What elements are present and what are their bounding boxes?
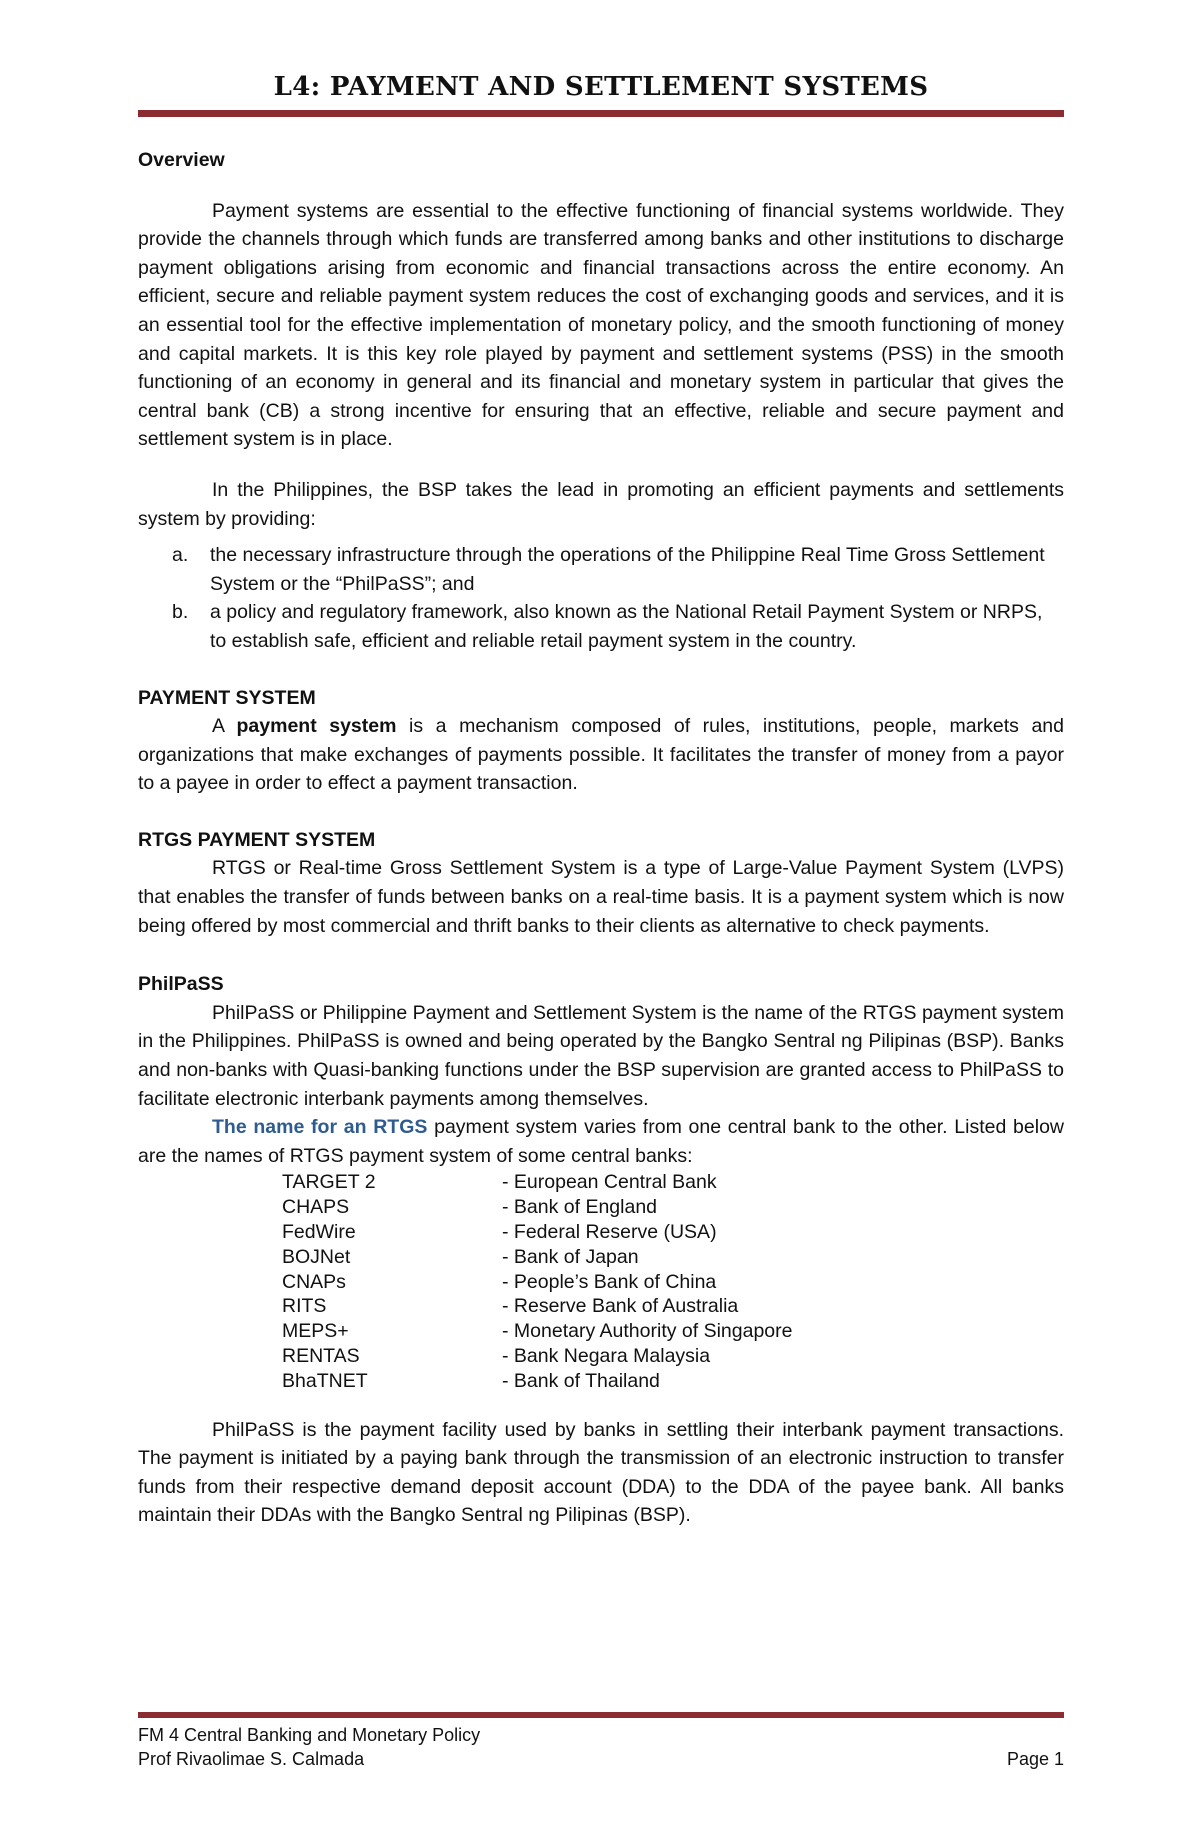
payment-system-paragraph — [138, 712, 1064, 798]
central-bank-name: - Bank of Japan — [502, 1245, 639, 1268]
system-name: TARGET 2 — [282, 1171, 376, 1194]
system-name: CHAPS — [282, 1196, 350, 1219]
system-name: BhaTNET — [282, 1369, 368, 1392]
footer-course: FM 4 Central Banking and Monetary Policy — [138, 1725, 481, 1745]
table-row — [282, 1245, 793, 1270]
list-item — [138, 598, 1064, 655]
payment-system-definition: is a mechanism composed of rules, institutions, people, markets and organizations that make exchanges of payments possible. It facilitates the transfer of money from a payor to a payee in order to effect a payment transaction. — [138, 715, 1064, 795]
system-name: FedWire — [282, 1221, 356, 1243]
central-bank-name: - Bank Negara Malaysia — [502, 1344, 711, 1367]
table-row — [282, 1344, 793, 1369]
page-footer — [138, 1723, 1064, 1771]
rtgs-names-paragraph — [138, 1113, 1064, 1170]
philpass-heading: PhilPaSS — [138, 973, 224, 996]
philpass-paragraph-1: PhilPaSS or Philippine Payment and Settlement System is the name of the RTGS payment system in the Philippines. PhilPaSS is owned and being operated by the Bangko Sentral ng Pilipinas (BSP). Banks and non-banks with Quasi-banking functions under the BSP supervision are granted access to PhilPaSS to facilitate electronic interbank payments among themselves. — [138, 1001, 1064, 1110]
footer-author: Prof Rivaolimae S. Calmada — [138, 1749, 365, 1769]
overview-paragraph-1: Payment systems are essential to the effective functioning of financial systems worldwide. They provide the channels through which funds are transferred among banks and other institutions to discharge payment obligations arising from economic and financial transactions across the entire economy. An efficient, secure and reliable payment system reduces the cost of exchanging goods and services, and it is an essential tool for the effective implementation of monetary policy, and the smooth functioning of money and capital markets. It is this key role played by payment and settlement systems (PSS) in the smooth functioning of an economy in general and its financial and monetary system in particular that gives the central bank (CB) a strong incentive for ensuring that an effective, reliable and secure payment and settlement system is in place. — [138, 199, 1064, 451]
payment-system-term: payment system — [236, 715, 397, 738]
list-item-text: the necessary infrastructure through the operations of the Philippine Real Time Gross Settlement System or the “PhilPaSS”; and — [210, 544, 1045, 595]
system-name: BOJNet — [282, 1245, 351, 1268]
list-item-text: a policy and regulatory framework, also known as the National Retail Payment System or NRPS, to establish safe, efficient and reliable retail payment system in the country. — [210, 601, 1043, 652]
header-rule — [138, 110, 1064, 117]
table-row — [282, 1369, 793, 1394]
table-row — [282, 1294, 793, 1319]
list-marker: b. — [172, 601, 189, 624]
central-bank-name: - Reserve Bank of Australia — [502, 1295, 739, 1318]
central-bank-name: - Federal Reserve (USA) — [502, 1221, 717, 1243]
payment-system-lead: A — [212, 715, 224, 738]
table-row — [282, 1170, 793, 1195]
philpass-paragraph-2: PhilPaSS is the payment facility used by banks in settling their interbank payment transactions. The payment is initiated by a paying bank through the transmission of an electronic instruction to transfer funds from their respective demand deposit account (DDA) to the DDA of the payee bank. All banks maintain their DDAs with the Bangko Sentral ng Pilipinas (BSP). — [138, 1418, 1064, 1527]
central-bank-name: - Monetary Authority of Singapore — [502, 1320, 793, 1343]
footer-rule — [138, 1712, 1064, 1718]
table-row — [282, 1270, 793, 1295]
list-item — [138, 541, 1064, 598]
table-row — [282, 1220, 793, 1245]
system-name: RENTAS — [282, 1344, 360, 1367]
rtgs-names-text: payment system varies from one central bank to the other. Listed below are the names of RTGS payment system of some central banks: — [138, 1116, 1065, 1167]
page-number: Page 1 — [1006, 1749, 1064, 1769]
central-bank-name: - People’s Bank of China — [502, 1270, 717, 1293]
system-name: MEPS+ — [282, 1320, 349, 1343]
rtgs-heading: RTGS PAYMENT SYSTEM — [138, 828, 376, 851]
table-row — [282, 1319, 793, 1344]
overview-paragraph-2: In the Philippines, the BSP takes the lead in promoting an efficient payments and settlements system by providing: — [138, 478, 1064, 530]
central-bank-name: - Bank of Thailand — [502, 1369, 660, 1392]
system-name: RITS — [282, 1295, 327, 1318]
list-marker: a. — [172, 544, 189, 567]
rtgs-names-highlight: The name for an RTGS — [212, 1116, 428, 1139]
bsp-provision-list — [138, 541, 1064, 655]
system-name: CNAPs — [282, 1270, 346, 1293]
page-title: L4: PAYMENT AND SETTLEMENT SYSTEMS — [273, 72, 929, 102]
central-bank-name: - Bank of England — [502, 1196, 658, 1219]
payment-system-heading: PAYMENT SYSTEM — [138, 686, 316, 709]
central-bank-name: - European Central Bank — [502, 1171, 717, 1194]
rtgs-systems-table — [282, 1170, 793, 1393]
rtgs-paragraph: RTGS or Real-time Gross Settlement System is a type of Large-Value Payment System (LVPS) that enables the transfer of funds between banks on a real-time basis. It is a payment system which is now being offered by most commercial and thrift banks to their clients as alternative to check payments. — [138, 857, 1064, 937]
table-row — [282, 1195, 793, 1220]
document-body — [138, 146, 1064, 1530]
overview-heading: Overview — [138, 149, 225, 171]
